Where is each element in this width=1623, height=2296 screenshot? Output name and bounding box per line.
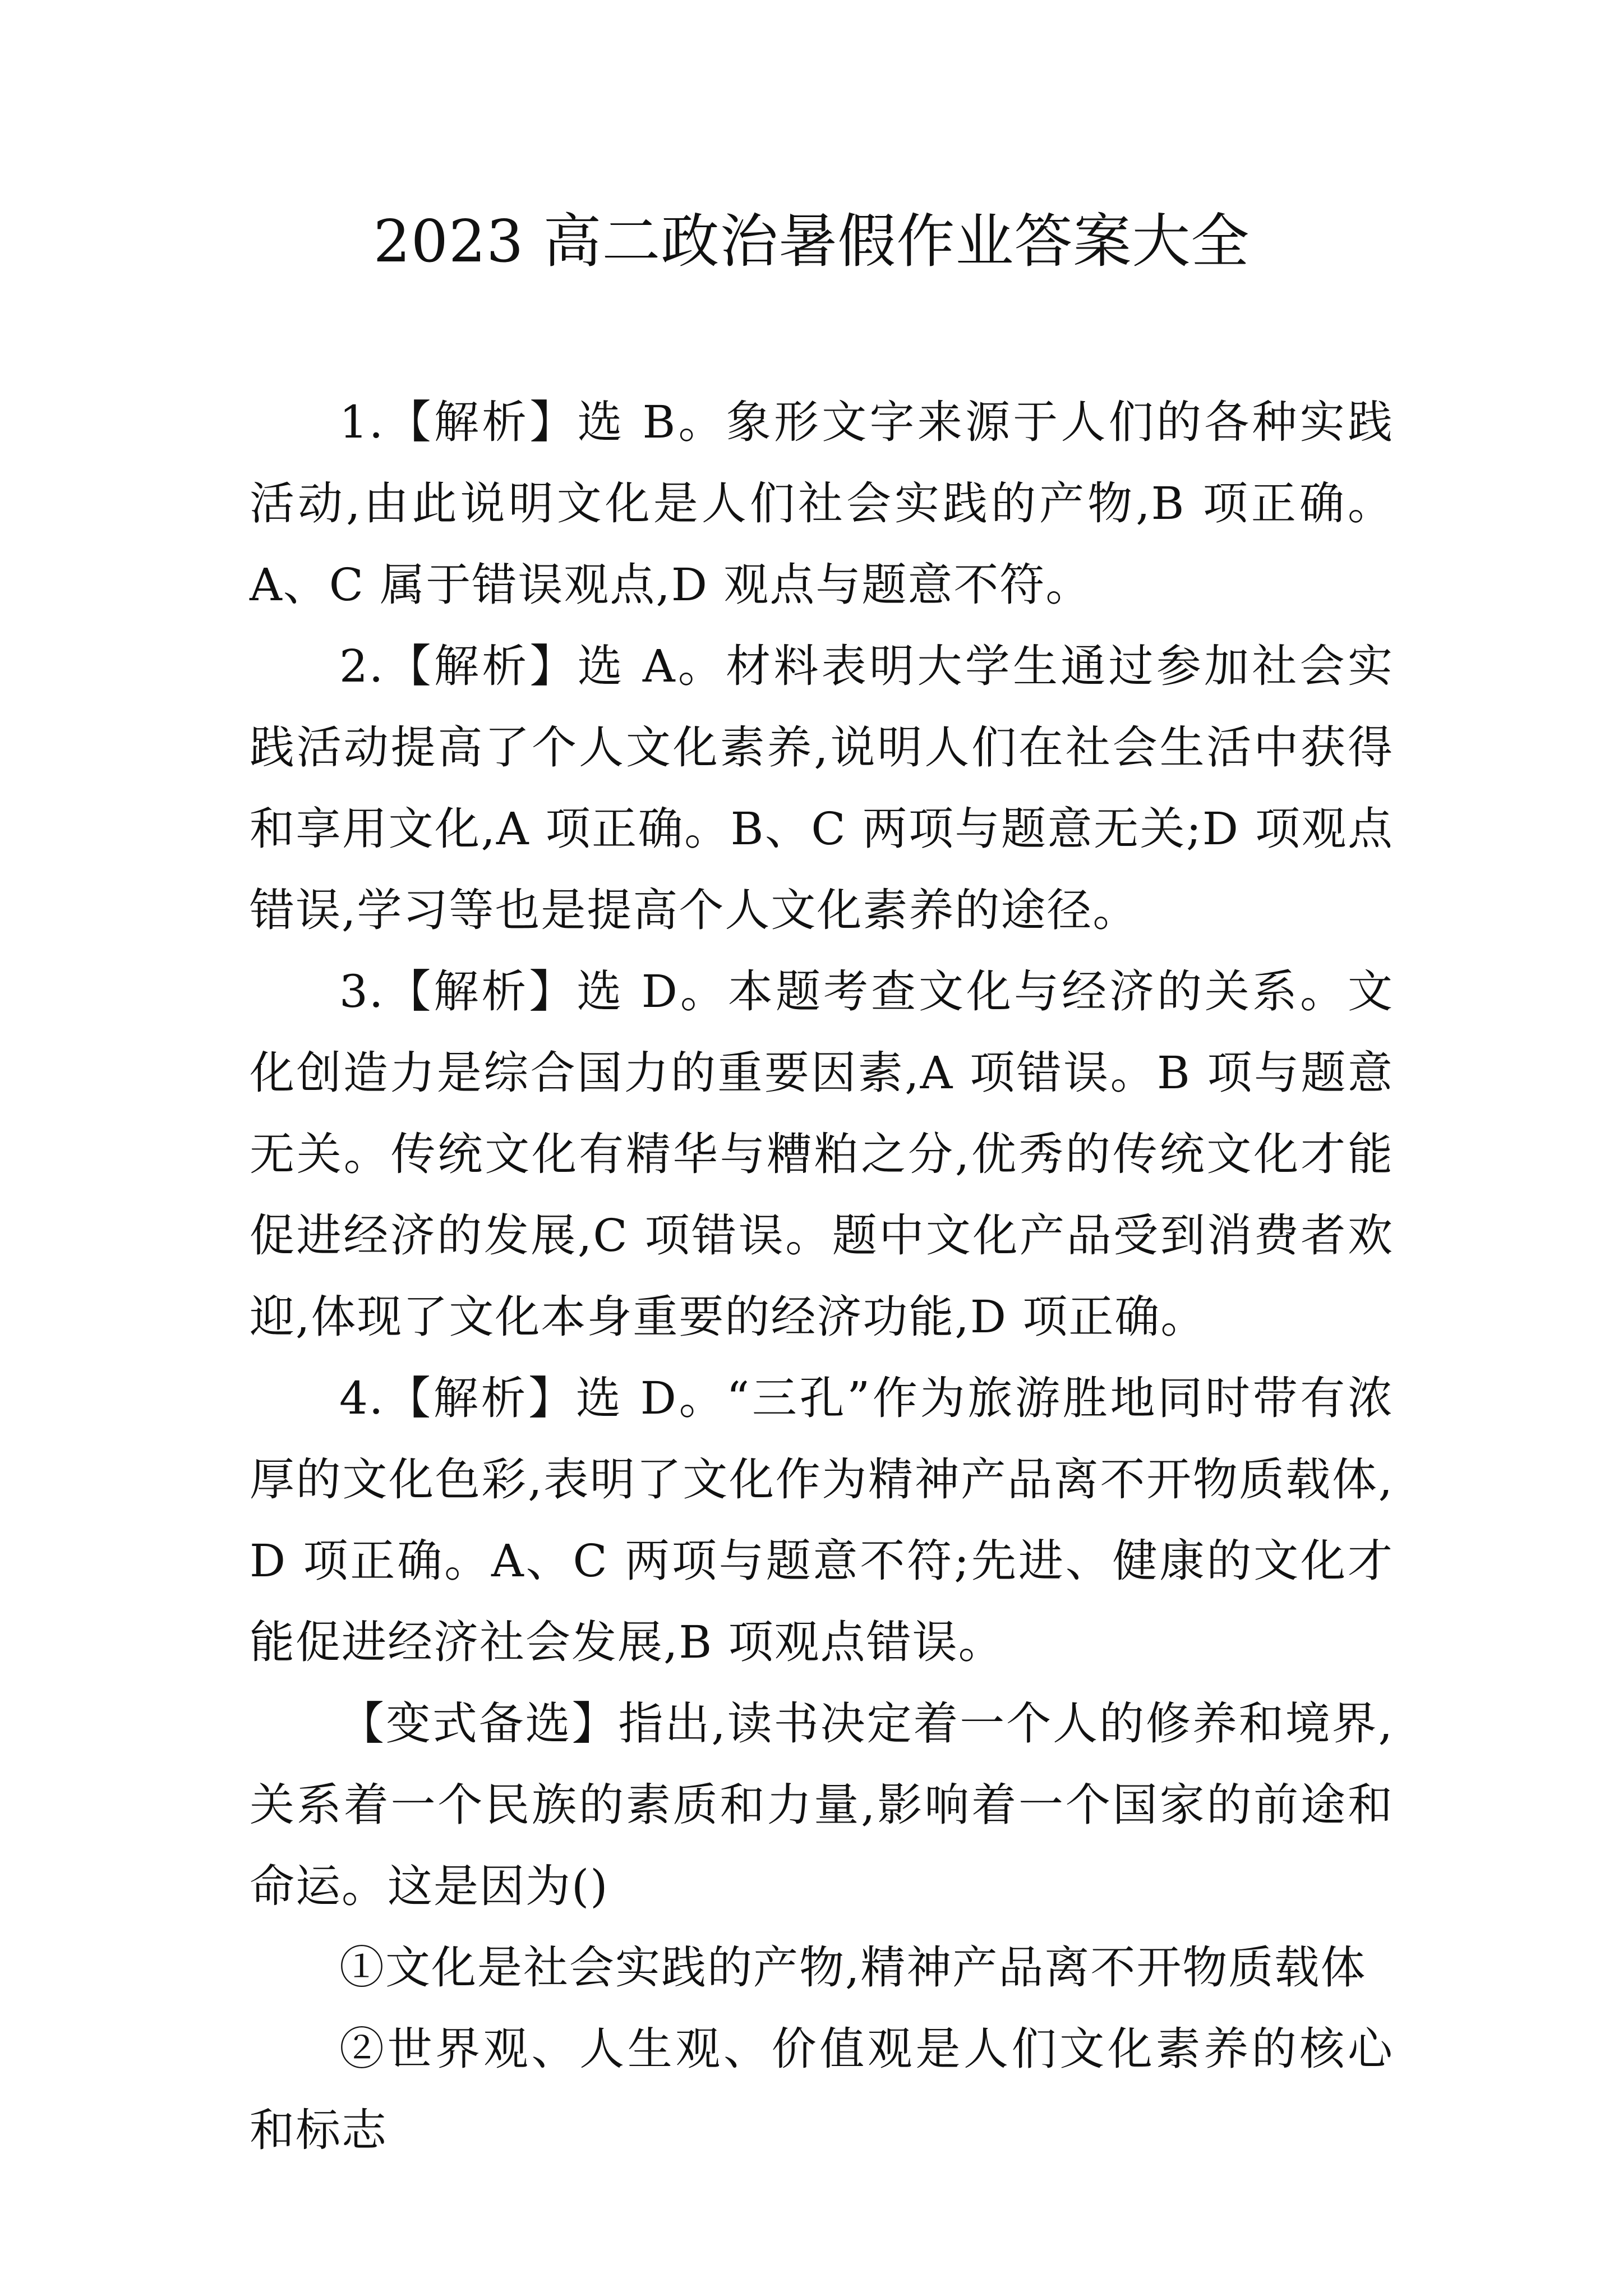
option-1-paragraph: ①文化是社会实践的产物,精神产品离不开物质载体 [339,1941,1367,1994]
document-body [250,381,1394,2171]
document-title: 2023 高二政治暑假作业答案大全 [373,207,1250,275]
answer-paragraph-1: 1.【解析】选 B。象形文字来源于人们的各种实践活动,由此说明文化是人们社会实践的产物,B 项正确。A、C 属于错误观点,D 观点与题意不符。 [250,396,1394,611]
option-2-paragraph: ②世界观、人生观、价值观是人们文化素养的核心和标志 [250,2023,1394,2156]
answer-paragraph-4: 4.【解析】选 D。“三孔”作为旅游胜地同时带有浓厚的文化色彩,表明了文化作为精神产品离不开物质载体,D 项正确。A、C 两项与题意不符;先进、健康的文化才能促进经济社会发展,B 项观点错误。 [250,1372,1394,1668]
variant-question-paragraph: 【变式备选】指出,读书决定着一个人的修养和境界,关系着一个民族的素质和力量,影响着一个国家的前途和命运。这是因为() [250,1697,1394,1912]
answer-paragraph-2: 2.【解析】选 A。材料表明大学生通过参加社会实践活动提高了个人文化素养,说明人们在社会生活中获得和享用文化,A 项正确。B、C 两项与题意无关;D 项观点错误,学习等也是提高个人文化素养的途径。 [250,640,1394,936]
answer-paragraph-3: 3.【解析】选 D。本题考查文化与经济的关系。文化创造力是综合国力的重要因素,A 项错误。B 项与题意无关。传统文化有精华与糟粕之分,优秀的传统文化才能促进经济的发展,C 项错误。题中文化产品受到消费者欢迎,体现了文化本身重要的经济功能,D 项正确。 [250,965,1394,1343]
